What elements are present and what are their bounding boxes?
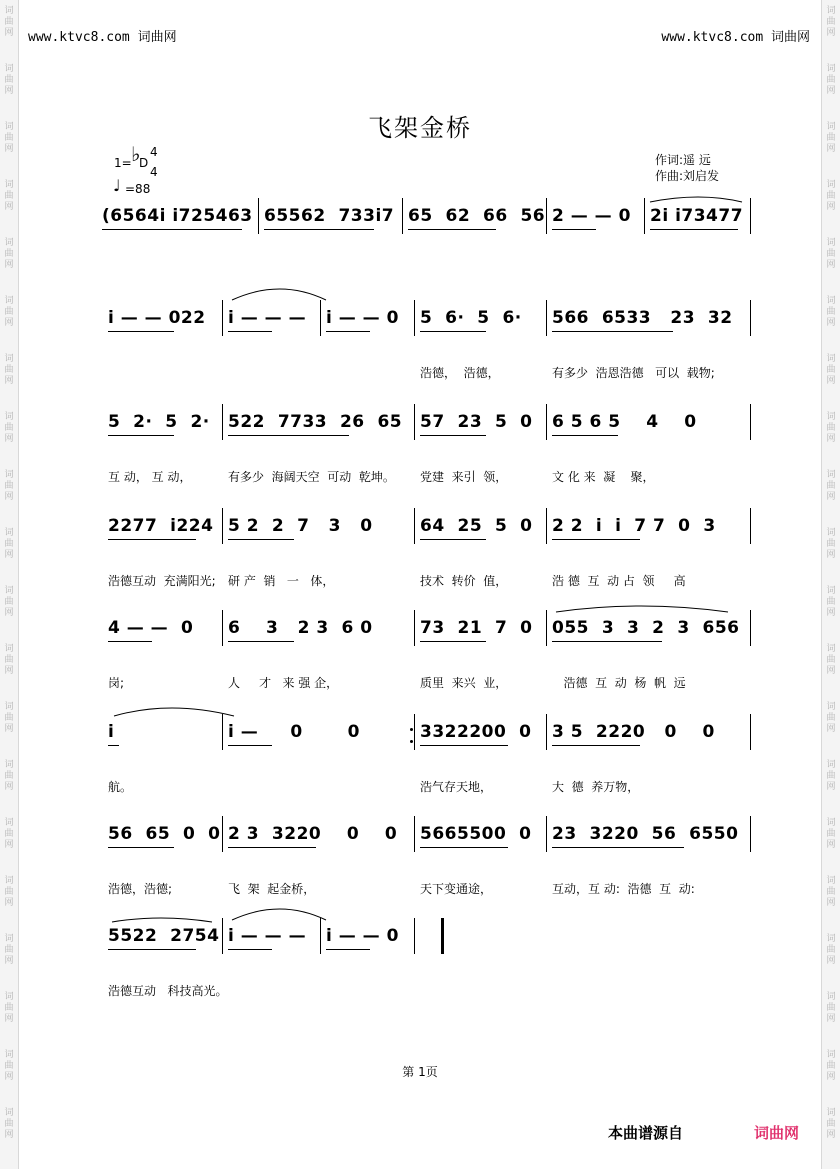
measure-notes: (6564i i725463	[102, 206, 253, 226]
lyric-line: 文 化 来 凝 聚，	[552, 470, 655, 484]
watermark-text: 词 曲 网	[4, 122, 14, 154]
measure-notes: 5 6· 5 6·	[420, 308, 522, 328]
lyric-line: 互 动， 互 动，	[108, 470, 192, 484]
measure-notes: i — — 0	[326, 926, 399, 946]
watermark-text: 词 曲 网	[826, 6, 836, 38]
measure-notes: i — — —	[228, 926, 307, 946]
lyric-line: 浩德互动 充满阳光;	[108, 574, 216, 588]
page-number: 第 1页	[402, 1065, 438, 1079]
measure-notes: 73 21 7 0	[420, 618, 533, 638]
lyric-line: 天下变通途，	[420, 882, 493, 896]
tie	[114, 708, 234, 716]
watermark-text: 词 曲 网	[4, 992, 14, 1024]
watermark-text: 词 曲 网	[826, 992, 836, 1024]
lyric-line: 航。	[108, 780, 133, 794]
watermark-text: 词 曲 网	[826, 586, 836, 618]
footer-source-label: 本曲谱源自	[608, 1124, 684, 1142]
watermark-text: 词 曲 网	[4, 528, 14, 560]
measure-notes: 64 25 5 0	[420, 516, 533, 536]
lyric-line: 浩气存天地，	[420, 780, 493, 794]
lyric-line: 浩 德 互 动 占 领 高	[552, 574, 686, 588]
lyric-line: 研 产 销 一 体，	[228, 574, 335, 588]
watermark-text: 词 曲 网	[4, 64, 14, 96]
lyricist: 作词:遥 远	[655, 153, 711, 167]
lyric-line: 质里 来兴 业，	[420, 676, 508, 690]
watermark-text: 词 曲 网	[4, 470, 14, 502]
lyric-line: 浩德， 浩德，	[420, 366, 500, 380]
tempo: =88	[125, 182, 151, 196]
watermark-text: 词 曲 网	[826, 644, 836, 676]
watermark-text: 词 曲 网	[4, 296, 14, 328]
measure-notes: 566 6533 23 32	[552, 308, 733, 328]
footer-site-link[interactable]: 词曲网	[754, 1124, 800, 1142]
watermark-text: 词 曲 网	[826, 296, 836, 328]
flat-icon: ♭	[131, 142, 141, 166]
song-title: 飞架金桥	[368, 114, 472, 142]
watermark-text: 词 曲 网	[826, 470, 836, 502]
header-site-left[interactable]: www.ktvc8.com 词曲网	[28, 30, 177, 45]
watermark-text: 词 曲 网	[4, 412, 14, 444]
measure-notes: 2i i73477	[650, 206, 744, 226]
lyric-line: 飞 架 起金桥，	[228, 882, 316, 896]
lyric-line: 人 才 来 强 企，	[228, 676, 339, 690]
lyric-line: 浩德，浩德;	[108, 882, 173, 896]
time-signature-top: 4	[150, 145, 158, 159]
lyric-line: 互动，互 动: 浩德 互 动:	[552, 882, 695, 896]
watermark-text: 词 曲 网	[4, 1050, 14, 1082]
quarter-note-icon: ♩	[113, 176, 121, 195]
watermark-text: 词 曲 网	[826, 180, 836, 212]
measure-notes: 5 2· 5 2·	[108, 412, 210, 432]
watermark-text: 词 曲 网	[826, 238, 836, 270]
measure-notes: 6 3 2 3 6 0	[228, 618, 373, 638]
watermark-text: 词 曲 网	[826, 122, 836, 154]
watermark-text: 词 曲 网	[826, 934, 836, 966]
measure-notes: i — — 0	[326, 308, 399, 328]
watermark-text: 词 曲 网	[4, 238, 14, 270]
watermark-text: 词 曲 网	[826, 528, 836, 560]
watermark-text: 词 曲 网	[826, 1108, 836, 1140]
watermark-text: 词 曲 网	[4, 180, 14, 212]
watermark-text: 词 曲 网	[826, 760, 836, 792]
slur	[650, 197, 742, 202]
tie	[232, 289, 326, 300]
measure-notes: 6 5 6 5 4 0	[552, 412, 697, 432]
lyric-line: 有多少 浩恩浩德 可以 载物;	[552, 366, 715, 380]
measure-notes: 2 — — 0	[552, 206, 631, 226]
watermark-text: 词 曲 网	[4, 586, 14, 618]
lyric-line: 大 德 养万物，	[552, 780, 640, 794]
key-prefix: 1=	[114, 156, 132, 170]
watermark-text: 词 曲 网	[4, 876, 14, 908]
measure-notes: 57 23 5 0	[420, 412, 533, 432]
slur	[556, 606, 728, 612]
watermark-text: 词 曲 网	[4, 934, 14, 966]
measure-notes: 2277 i224	[108, 516, 214, 536]
measure-notes: 65562 733i7	[264, 206, 395, 226]
measure-notes: 2 3 3220 0 0	[228, 824, 398, 844]
header-site-right[interactable]: www.ktvc8.com 词曲网	[661, 30, 810, 45]
measure-notes: 5522 2754	[108, 926, 220, 946]
watermark-text: 词 曲 网	[4, 644, 14, 676]
time-signature-bottom: 4	[150, 165, 158, 179]
watermark-text: 词 曲 网	[4, 818, 14, 850]
watermark-text: 词 曲 网	[4, 760, 14, 792]
measure-notes: 055 3 3 2 3 656	[552, 618, 740, 638]
measure-notes: i	[108, 722, 115, 742]
lyric-line: 浩德互动 科技高光。	[108, 984, 228, 998]
measure-notes: 23 3220 56 6550	[552, 824, 739, 844]
measure-notes: i — 0 0	[228, 722, 360, 742]
watermark-text: 词 曲 网	[826, 818, 836, 850]
lyric-line: 浩德 互 动 杨 帆 远	[552, 676, 686, 690]
watermark-text: 词 曲 网	[826, 412, 836, 444]
tie	[232, 909, 326, 920]
lyric-line: 技术 转价 值，	[420, 574, 508, 588]
watermark-text: 词 曲 网	[826, 702, 836, 734]
watermark-text: 词 曲 网	[826, 354, 836, 386]
measure-notes: i — — —	[228, 308, 307, 328]
measure-notes: 4 — — 0	[108, 618, 194, 638]
measure-notes: i — — 022	[108, 308, 206, 328]
composer: 作曲:刘启发	[655, 169, 720, 183]
measure-notes: 2 2 i i 7 7 0 3	[552, 516, 716, 536]
key-note: D	[139, 156, 149, 170]
measure-notes: 3322200 0	[420, 722, 532, 742]
watermark-text: 词 曲 网	[4, 702, 14, 734]
watermark-text: 词 曲 网	[826, 876, 836, 908]
lyric-line: 岗;	[108, 676, 125, 690]
lyric-line: 有多少 海阔天空 可动 乾坤。	[228, 470, 395, 484]
watermark-text: 词 曲 网	[826, 1050, 836, 1082]
slur	[112, 918, 212, 922]
measure-notes: 3 5 2220 0 0	[552, 722, 715, 742]
measure-notes: 5665500 0	[420, 824, 532, 844]
watermark-text: 词 曲 网	[4, 354, 14, 386]
lyric-line: 党建 来引 领，	[420, 470, 508, 484]
measure-notes: 522 7733 26 65	[228, 412, 403, 432]
watermark-text: 词 曲 网	[4, 1108, 14, 1140]
watermark-text: 词 曲 网	[4, 6, 14, 38]
watermark-text: 词 曲 网	[826, 64, 836, 96]
measure-notes: 5 2 2 7 3 0	[228, 516, 373, 536]
measure-notes: 56 65 0 0	[108, 824, 221, 844]
measure-notes: 65 62 66 56	[408, 206, 546, 226]
